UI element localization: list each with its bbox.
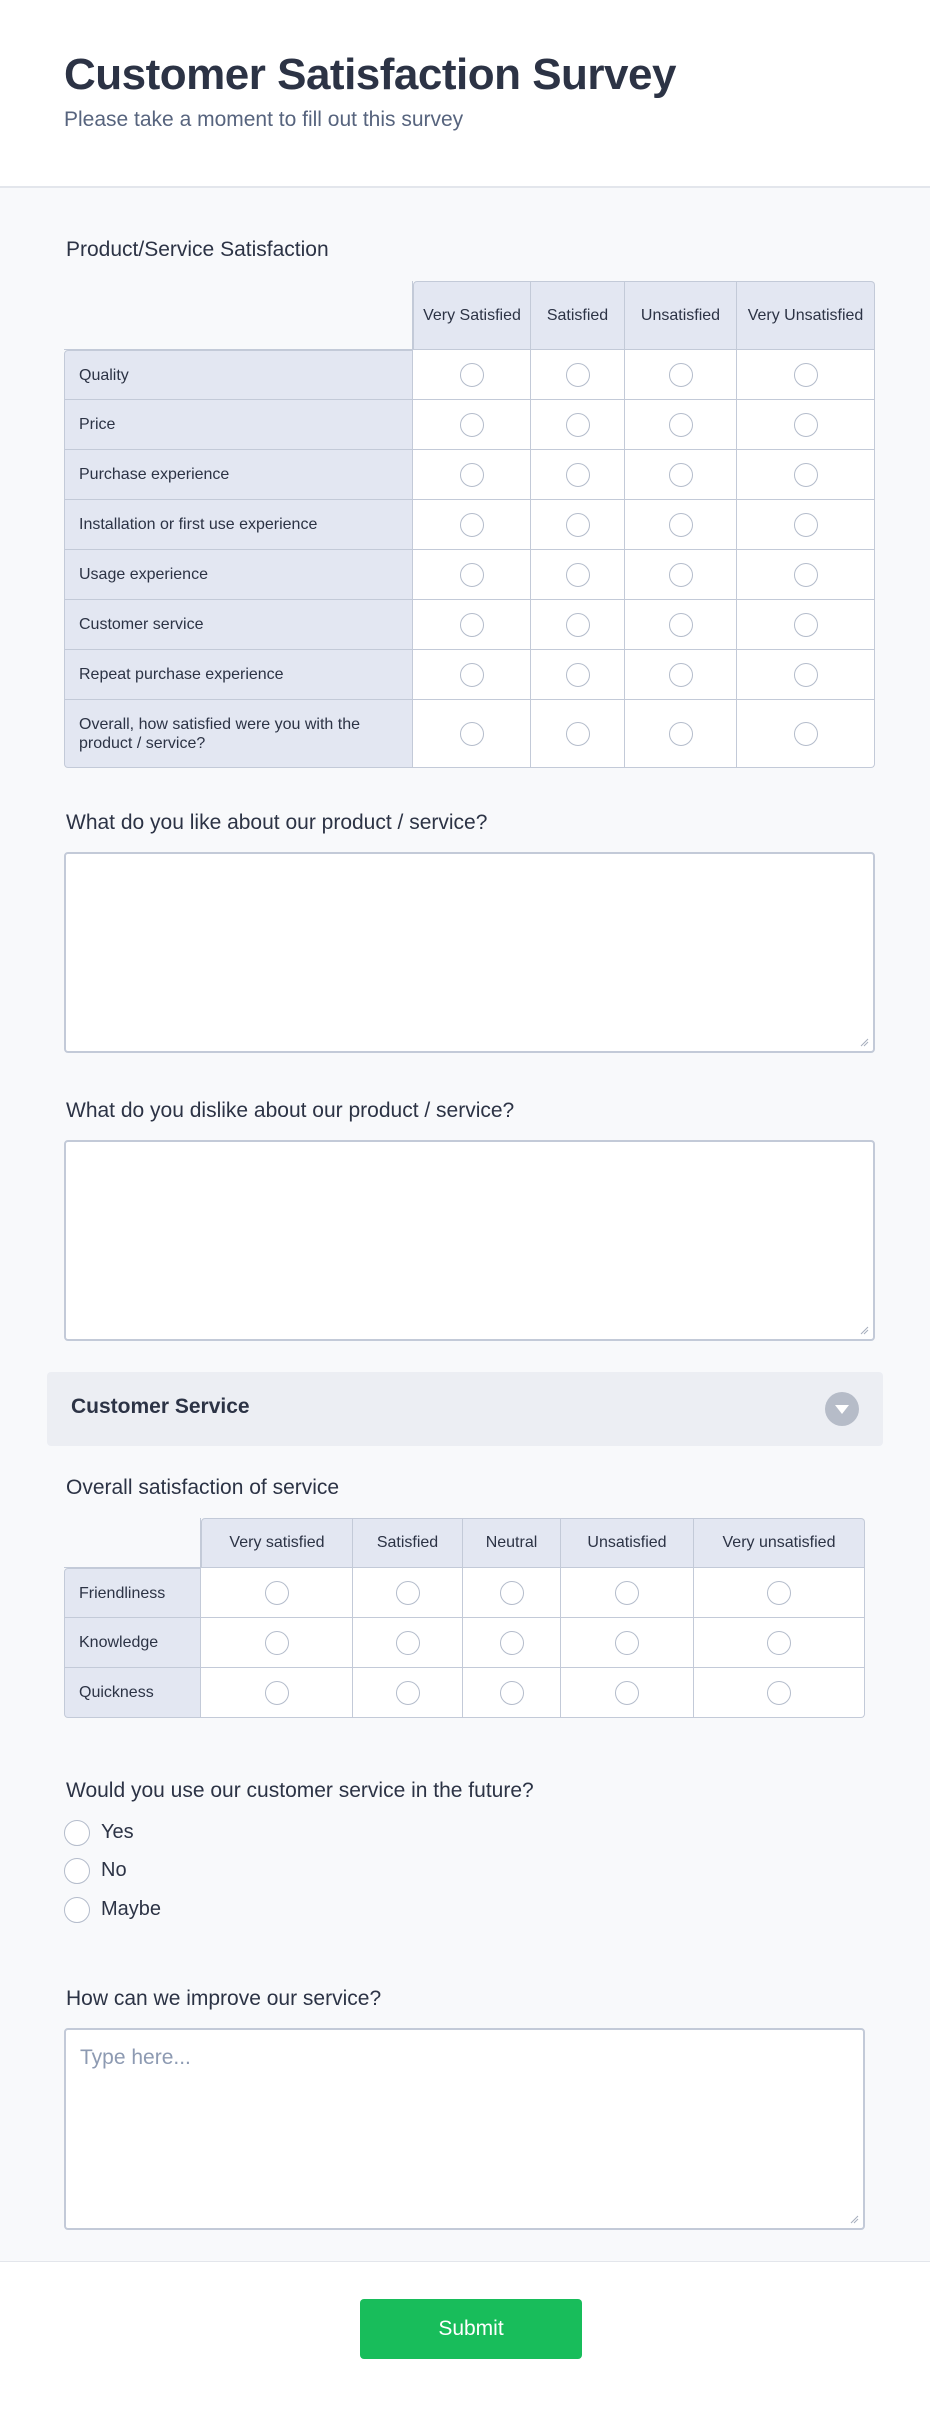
- radio-button[interactable]: [460, 463, 484, 487]
- matrix-row: [64, 450, 875, 500]
- option-label: Yes: [101, 1821, 134, 1843]
- row-label-installation: Installation or first use experience: [64, 500, 413, 550]
- radio-button[interactable]: [669, 413, 693, 437]
- radio-button[interactable]: [396, 1631, 420, 1655]
- dislike-textarea[interactable]: [64, 1140, 875, 1341]
- row-label-quickness: Quickness: [64, 1668, 201, 1718]
- textarea-placeholder: Type here...: [80, 2046, 191, 2069]
- radio-button[interactable]: [460, 413, 484, 437]
- form-header: [0, 0, 930, 188]
- radio-button[interactable]: [669, 563, 693, 587]
- submit-button[interactable]: Submit: [360, 2299, 582, 2359]
- radio-button[interactable]: [64, 1820, 90, 1846]
- radio-button[interactable]: [265, 1631, 289, 1655]
- improve-textarea[interactable]: [64, 2028, 865, 2230]
- like-textarea[interactable]: [64, 852, 875, 1053]
- matrix-row: [64, 600, 875, 650]
- product-satisfaction-matrix: [64, 281, 875, 768]
- radio-button[interactable]: [794, 363, 818, 387]
- radio-button[interactable]: [566, 663, 590, 687]
- radio-button[interactable]: [794, 513, 818, 537]
- column-header: Neutral: [463, 1518, 561, 1568]
- radio-button[interactable]: [265, 1581, 289, 1605]
- radio-button[interactable]: [500, 1581, 524, 1605]
- radio-button[interactable]: [794, 663, 818, 687]
- resize-grip-icon[interactable]: [849, 2214, 859, 2224]
- row-label-repeat-purchase: Repeat purchase experience: [64, 650, 413, 700]
- matrix-row: [64, 700, 875, 768]
- page-subtitle: Please take a moment to fill out this survey: [64, 108, 464, 131]
- radio-button[interactable]: [669, 513, 693, 537]
- radio-button[interactable]: [767, 1631, 791, 1655]
- form-footer: [0, 2261, 930, 2421]
- radio-button[interactable]: [615, 1681, 639, 1705]
- resize-grip-icon[interactable]: [859, 1037, 869, 1047]
- like-question-label: What do you like about our product / service?: [66, 811, 488, 834]
- radio-button[interactable]: [64, 1858, 90, 1884]
- matrix-row: [64, 1568, 865, 1618]
- radio-button[interactable]: [669, 613, 693, 637]
- product-matrix-label: Product/Service Satisfaction: [66, 238, 329, 261]
- matrix-corner: [64, 281, 413, 350]
- radio-button[interactable]: [566, 513, 590, 537]
- matrix-row: [64, 550, 875, 600]
- row-label-customer-service: Customer service: [64, 600, 413, 650]
- radio-button[interactable]: [64, 1897, 90, 1923]
- radio-button[interactable]: [566, 613, 590, 637]
- radio-button[interactable]: [669, 363, 693, 387]
- matrix-row: [64, 400, 875, 450]
- radio-button[interactable]: [566, 463, 590, 487]
- radio-button[interactable]: [500, 1681, 524, 1705]
- radio-button[interactable]: [460, 513, 484, 537]
- row-label-friendliness: Friendliness: [64, 1568, 201, 1618]
- matrix-row: [64, 650, 875, 700]
- option-label: Maybe: [101, 1898, 162, 1920]
- radio-button[interactable]: [566, 722, 590, 746]
- page-title: Customer Satisfaction Survey: [64, 50, 676, 99]
- radio-button[interactable]: [794, 413, 818, 437]
- radio-button[interactable]: [615, 1581, 639, 1605]
- radio-button[interactable]: [669, 722, 693, 746]
- radio-button[interactable]: [265, 1681, 289, 1705]
- improve-question-label: How can we improve our service?: [66, 1987, 382, 2010]
- radio-button[interactable]: [615, 1631, 639, 1655]
- future-question-label: Would you use our customer service in the future?: [66, 1779, 534, 1802]
- row-label-usage-experience: Usage experience: [64, 550, 413, 600]
- radio-button[interactable]: [566, 413, 590, 437]
- row-label-overall: Overall, how satisfied were you with the product / service?: [64, 700, 413, 768]
- column-header: Very unsatisfied: [694, 1518, 865, 1568]
- column-header: Unsatisfied: [561, 1518, 694, 1568]
- row-label-quality: Quality: [64, 350, 413, 400]
- radio-button[interactable]: [767, 1581, 791, 1605]
- column-header: Satisfied: [353, 1518, 463, 1568]
- row-label-knowledge: Knowledge: [64, 1618, 201, 1668]
- row-label-purchase-experience: Purchase experience: [64, 450, 413, 500]
- column-header: Satisfied: [531, 281, 625, 350]
- chevron-down-icon[interactable]: [825, 1392, 859, 1426]
- radio-button[interactable]: [794, 463, 818, 487]
- radio-button[interactable]: [794, 563, 818, 587]
- option-label: No: [101, 1859, 127, 1881]
- matrix-row: [64, 1668, 865, 1718]
- radio-button[interactable]: [460, 363, 484, 387]
- matrix-corner: [64, 1518, 201, 1568]
- column-header: Very Unsatisfied: [737, 281, 875, 350]
- radio-button[interactable]: [460, 663, 484, 687]
- dislike-question-label: What do you dislike about our product / service?: [66, 1099, 515, 1122]
- radio-button[interactable]: [396, 1581, 420, 1605]
- radio-button[interactable]: [460, 613, 484, 637]
- row-label-price: Price: [64, 400, 413, 450]
- radio-button[interactable]: [794, 613, 818, 637]
- service-satisfaction-matrix: [64, 1518, 865, 1718]
- radio-button[interactable]: [460, 563, 484, 587]
- matrix-row: [64, 500, 875, 550]
- radio-button[interactable]: [500, 1631, 524, 1655]
- radio-button[interactable]: [669, 463, 693, 487]
- radio-button[interactable]: [566, 563, 590, 587]
- radio-button[interactable]: [460, 722, 484, 746]
- radio-button[interactable]: [767, 1681, 791, 1705]
- column-header: Unsatisfied: [625, 281, 737, 350]
- service-matrix-label: Overall satisfaction of service: [66, 1476, 340, 1499]
- radio-button[interactable]: [566, 363, 590, 387]
- customer-service-collapse-bar[interactable]: [47, 1372, 883, 1446]
- column-header: Very Satisfied: [413, 281, 531, 350]
- matrix-row: [64, 350, 875, 400]
- resize-grip-icon[interactable]: [859, 1325, 869, 1335]
- radio-button[interactable]: [396, 1681, 420, 1705]
- section-title: Customer Service: [71, 1395, 250, 1418]
- column-header: Very satisfied: [201, 1518, 353, 1568]
- radio-button[interactable]: [669, 663, 693, 687]
- radio-button[interactable]: [794, 722, 818, 746]
- matrix-row: [64, 1618, 865, 1668]
